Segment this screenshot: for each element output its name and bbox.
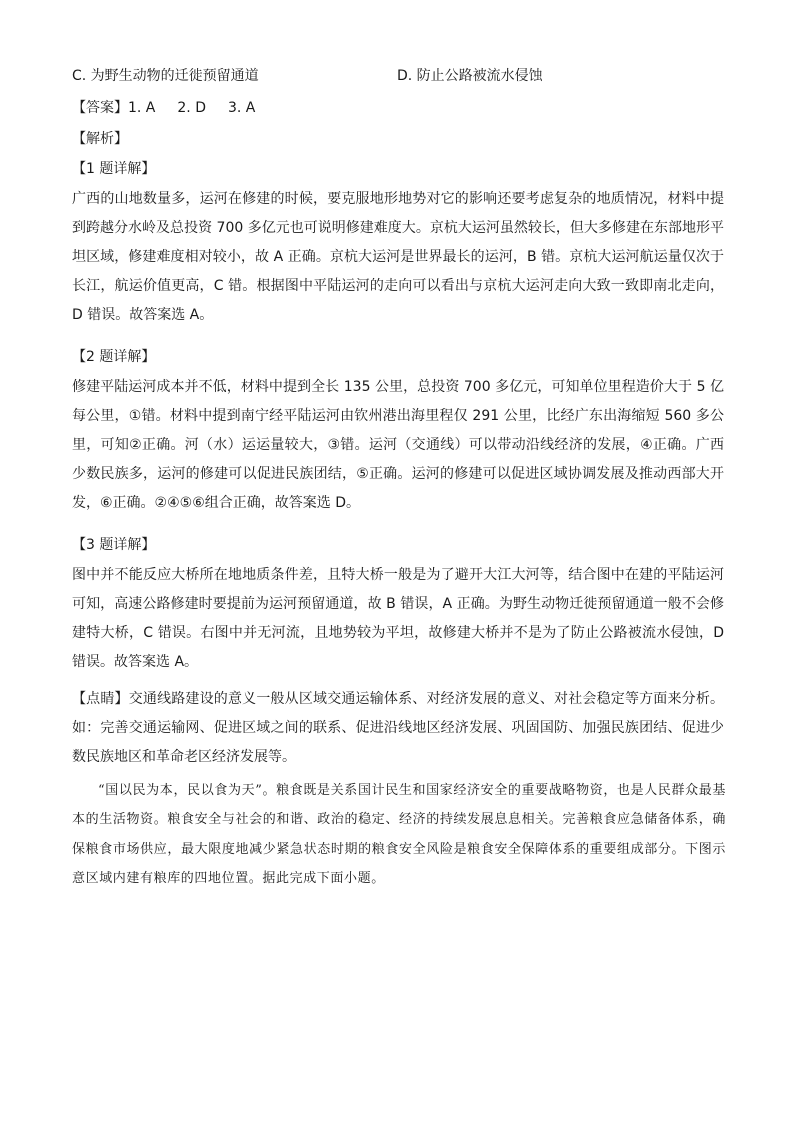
tip-label: 【点睛】: [72, 691, 129, 707]
answer-1: 1. A: [128, 100, 156, 116]
q3-heading: 【3 题详解】: [72, 537, 156, 553]
analysis-heading: 【解析】: [72, 131, 128, 147]
answer-2: 2. D: [177, 100, 206, 116]
option-c: C. 为野生动物的迁徙预留通道: [72, 68, 259, 84]
answer-label: 【答案】: [72, 100, 128, 116]
tip-paragraph: [72, 685, 724, 772]
q3-explanation: 图中并不能反应大桥所在地地质条件差，且特大桥一般是为了避开大江大河等，结合图中在建的平陆运河可知，高速公路修建时要提前为运河预留通道，故 B 错误，A 正确。为野生动物迁徙预留通道一般不会修建特大桥，C 错误。右图中并无河流，且地势较为平坦，故修建大桥并不是为了防止公路被流水侵蚀，D 错误。故答案选 A。: [72, 567, 724, 671]
material-passage: “国以民为本，民以食为天”。粮食既是关系国计民生和国家经济安全的重要战略物资，也是人民群众最基本的生活物资。粮食安全与社会的和谐、政治的稳定、经济的持续发展息息相关。完善粮食应急储备体系，确保粮食市场供应，最大限度地减少紧急状态时期的粮食安全风险是粮食安全保障体系的重要组成部分。下图示意区域内建有粮库的四地位置。据此完成下面小题。: [72, 783, 726, 886]
tip-text: 交通线路建设的意义一般从区域交通运输体系、对经济发展的意义、对社会稳定等方面来分析。如：完善交通运输网、促进区域之间的联系、促进沿线地区经济发展、巩固国防、加强民族团结、促进少数民族地区和革命老区经济发展等。: [72, 691, 725, 766]
option-d: D. 防止公路被流水侵蚀: [397, 68, 543, 84]
q2-heading: 【2 题详解】: [72, 349, 156, 365]
q2-explanation: 修建平陆运河成本并不低，材料中提到全长 135 公里，总投资 700 多亿元，可知单位里程造价大于 5 亿每公里，①错。材料中提到南宁经平陆运河由钦州港出海里程仅 291 公里，比经广东出海缩短 560 多公里，可知②正确。河（水）运运量较大，③错。运河（交通线）可以带动沿线经济的发展，④正确。广西少数民族多，运河的修建可以促进民族团结，⑤正确。运河的修建可以促进区域协调发展及推动西部大开发，⑥正确。②④⑤⑥组合正确，故答案选 D。: [72, 379, 724, 512]
answer-3: 3. A: [227, 100, 256, 116]
q1-explanation: 广西的山地数量多，运河在修建的时候，要克服地形地势对它的影响还要考虑复杂的地质情况，材料中提到跨越分水岭及总投资 700 多亿元也可说明修建难度大。京杭大运河虽然较长，但大多修建在东部地形平坦区域，修建难度相对较小，故 A 正确。京杭大运河是世界最长的运河，B 错。京杭大运河航运量仅次于长江，航运价值更高，C 错。根据图中平陆运河的走向可以看出与京杭大运河走向大致一致即南北走向，D 错误。故答案选 A。: [72, 191, 724, 324]
answer-options-row: [72, 66, 722, 86]
q1-heading: 【1 题详解】: [72, 161, 156, 177]
answer-line: [72, 98, 722, 118]
